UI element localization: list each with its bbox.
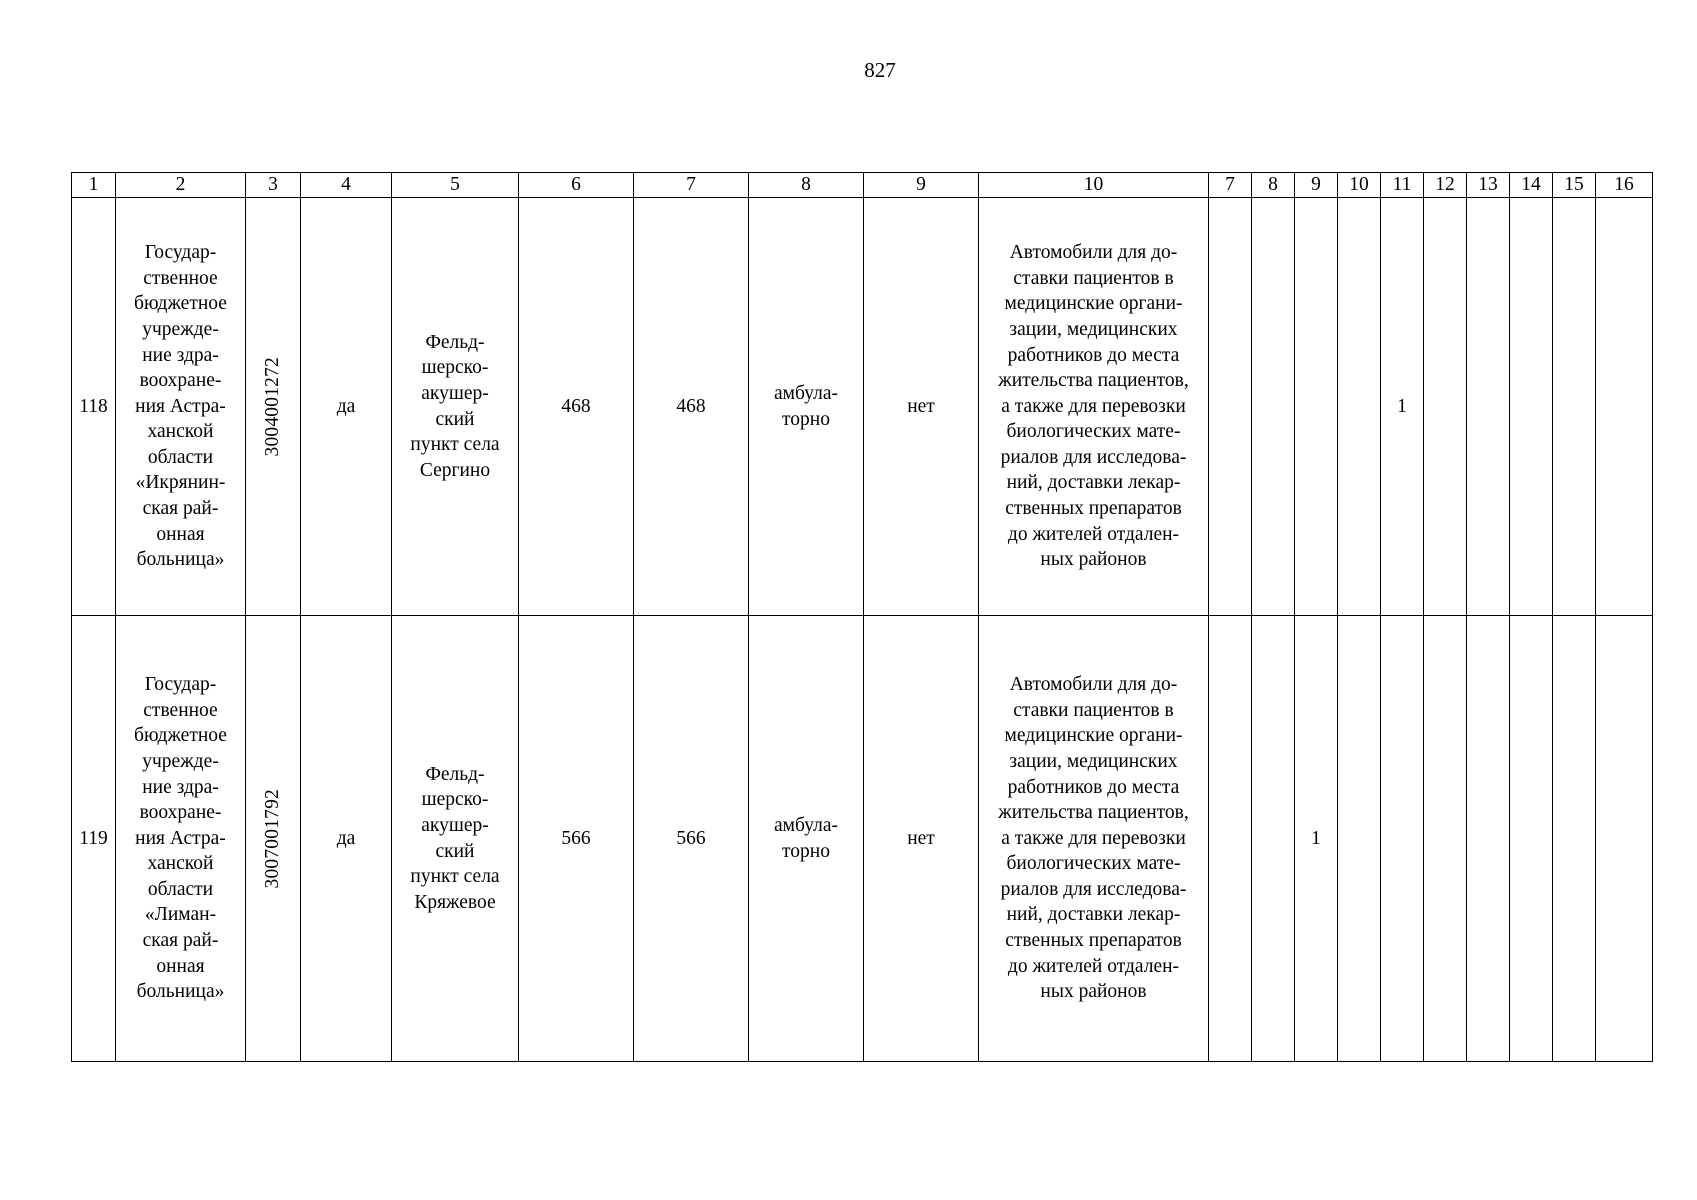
cell-col9: нет: [864, 616, 979, 1062]
medical-point-text: Фельд- шерско- акушер- ский пункт села Кряжевое: [410, 763, 500, 913]
medical-point-text: Фельд- шерско- акушер- ский пункт села Сергино: [410, 331, 500, 481]
care-type-text: амбула- торно: [774, 814, 838, 862]
table-row: [72, 198, 1653, 616]
column-header: 9: [864, 173, 979, 198]
extra-cell: [1510, 198, 1553, 616]
column-header: 6: [519, 173, 634, 198]
organization-name: [116, 198, 246, 616]
inn-cell: [246, 198, 301, 616]
data-table: [71, 172, 1653, 1062]
column-header: 4: [301, 173, 392, 198]
care-type-text: амбула- торно: [774, 382, 838, 430]
extra-cell: [1553, 616, 1596, 1062]
cell-col4: да: [301, 616, 392, 1062]
extra-cell: [1553, 198, 1596, 616]
organization-name: [116, 616, 246, 1062]
vehicle-purpose-text: Автомобили для до- ставки пациентов в медицинские органи- зации, медицинских работников до места жительства пациентов, а также для перевозки биологических мате- риалов для исследова- ний, доставки лекар- ственных препаратов до жителей отдален- ных районов: [998, 674, 1189, 1003]
row-number: 119: [72, 616, 116, 1062]
extra-cell: [1252, 198, 1295, 616]
inn-cell: [246, 616, 301, 1062]
vehicle-purpose: [979, 616, 1209, 1062]
cell-col4: да: [301, 198, 392, 616]
column-header: 10: [1338, 173, 1381, 198]
column-header: 8: [749, 173, 864, 198]
column-header: 12: [1424, 173, 1467, 198]
table-row: [72, 616, 1653, 1062]
extra-cell: [1295, 198, 1338, 616]
row-number: 118: [72, 198, 116, 616]
organization-name-text: Государ- ственное бюджетное учрежде- ние здра- воохране- ния Астра- ханской области «Икрянин- ская рай- онная больница»: [134, 242, 227, 571]
extra-cell: [1424, 198, 1467, 616]
column-header: 16: [1596, 173, 1653, 198]
cell-col6: 566: [519, 616, 634, 1062]
vehicle-purpose-text: Автомобили для до- ставки пациентов в медицинские органи- зации, медицинских работников до места жительства пациентов, а также для перевозки биологических мате- риалов для исследова- ний, доставки лекар- ственных препаратов до жителей отдален- ных районов: [998, 242, 1189, 571]
column-header: 15: [1553, 173, 1596, 198]
extra-cell: [1252, 616, 1295, 1062]
vehicle-purpose: [979, 198, 1209, 616]
cell-col9: нет: [864, 198, 979, 616]
organization-name-text: Государ- ственное бюджетное учрежде- ние здра- воохране- ния Астра- ханской области «Лиман- ская рай- онная больница»: [134, 674, 227, 1003]
column-header: 2: [116, 173, 246, 198]
column-header: 7: [634, 173, 749, 198]
page-number: 827: [864, 58, 896, 82]
cell-col7: 468: [634, 198, 749, 616]
extra-cell: [1467, 616, 1510, 1062]
column-header: 5: [392, 173, 519, 198]
care-type: [749, 198, 864, 616]
extra-cell: [1467, 198, 1510, 616]
column-header: 9: [1295, 173, 1338, 198]
medical-point: [392, 198, 519, 616]
column-number-row: [72, 173, 1653, 198]
column-header: 1: [72, 173, 116, 198]
column-header: 7: [1209, 173, 1252, 198]
extra-cell: [1209, 616, 1252, 1062]
extra-cell: [1381, 616, 1424, 1062]
cell-col7: 566: [634, 616, 749, 1062]
extra-cell: 1: [1295, 616, 1338, 1062]
column-header: 13: [1467, 173, 1510, 198]
inn-code: 3007001792: [262, 788, 284, 889]
extra-cell: [1338, 198, 1381, 616]
extra-cell: [1596, 198, 1653, 616]
column-header: 8: [1252, 173, 1295, 198]
cell-col6: 468: [519, 198, 634, 616]
extra-cell: [1209, 198, 1252, 616]
extra-cell: [1596, 616, 1653, 1062]
inn-code: 3004001272: [262, 356, 284, 457]
extra-cell: 1: [1381, 198, 1424, 616]
column-header: 3: [246, 173, 301, 198]
medical-point: [392, 616, 519, 1062]
column-header: 11: [1381, 173, 1424, 198]
extra-cell: [1424, 616, 1467, 1062]
extra-cell: [1338, 616, 1381, 1062]
column-header: 10: [979, 173, 1209, 198]
extra-cell: [1510, 616, 1553, 1062]
column-header: 14: [1510, 173, 1553, 198]
care-type: [749, 616, 864, 1062]
